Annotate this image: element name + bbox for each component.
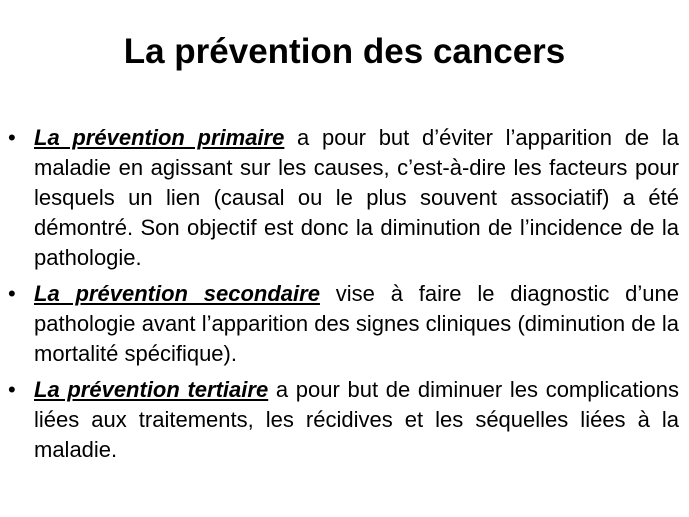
bullet-dot-icon: • <box>8 281 16 306</box>
bullet-text: a pour but de diminuer les complications liées aux traitements, les récidives et les séquelles liées à la maladie. <box>34 377 679 462</box>
bullet-list <box>0 123 689 471</box>
bullet-term: La prévention secondaire <box>34 281 320 306</box>
bullet-text: a pour but d’éviter l’apparition de la maladie en agissant sur les causes, c’est-à-dire les facteurs pour lesquels un lien (causal ou le plus souvent associatif) a été démontré. Son objectif est donc la diminution de l’incidence de la pathologie. <box>34 125 679 270</box>
bullet-dot-icon: • <box>8 377 16 402</box>
slide-title: La prévention des cancers <box>123 32 566 71</box>
bullet-term: La prévention tertiaire <box>34 377 269 402</box>
bullet-primary-prevention <box>0 123 689 273</box>
bullet-tertiary-prevention <box>0 375 689 465</box>
bullet-text: vise à faire le diagnostic d’une pathologie avant l’apparition des signes cliniques (diminution de la mortalité spécifique). <box>34 281 679 366</box>
bullet-secondary-prevention <box>0 279 689 369</box>
bullet-term: La prévention primaire <box>34 125 285 150</box>
bullet-dot-icon: • <box>8 125 16 150</box>
